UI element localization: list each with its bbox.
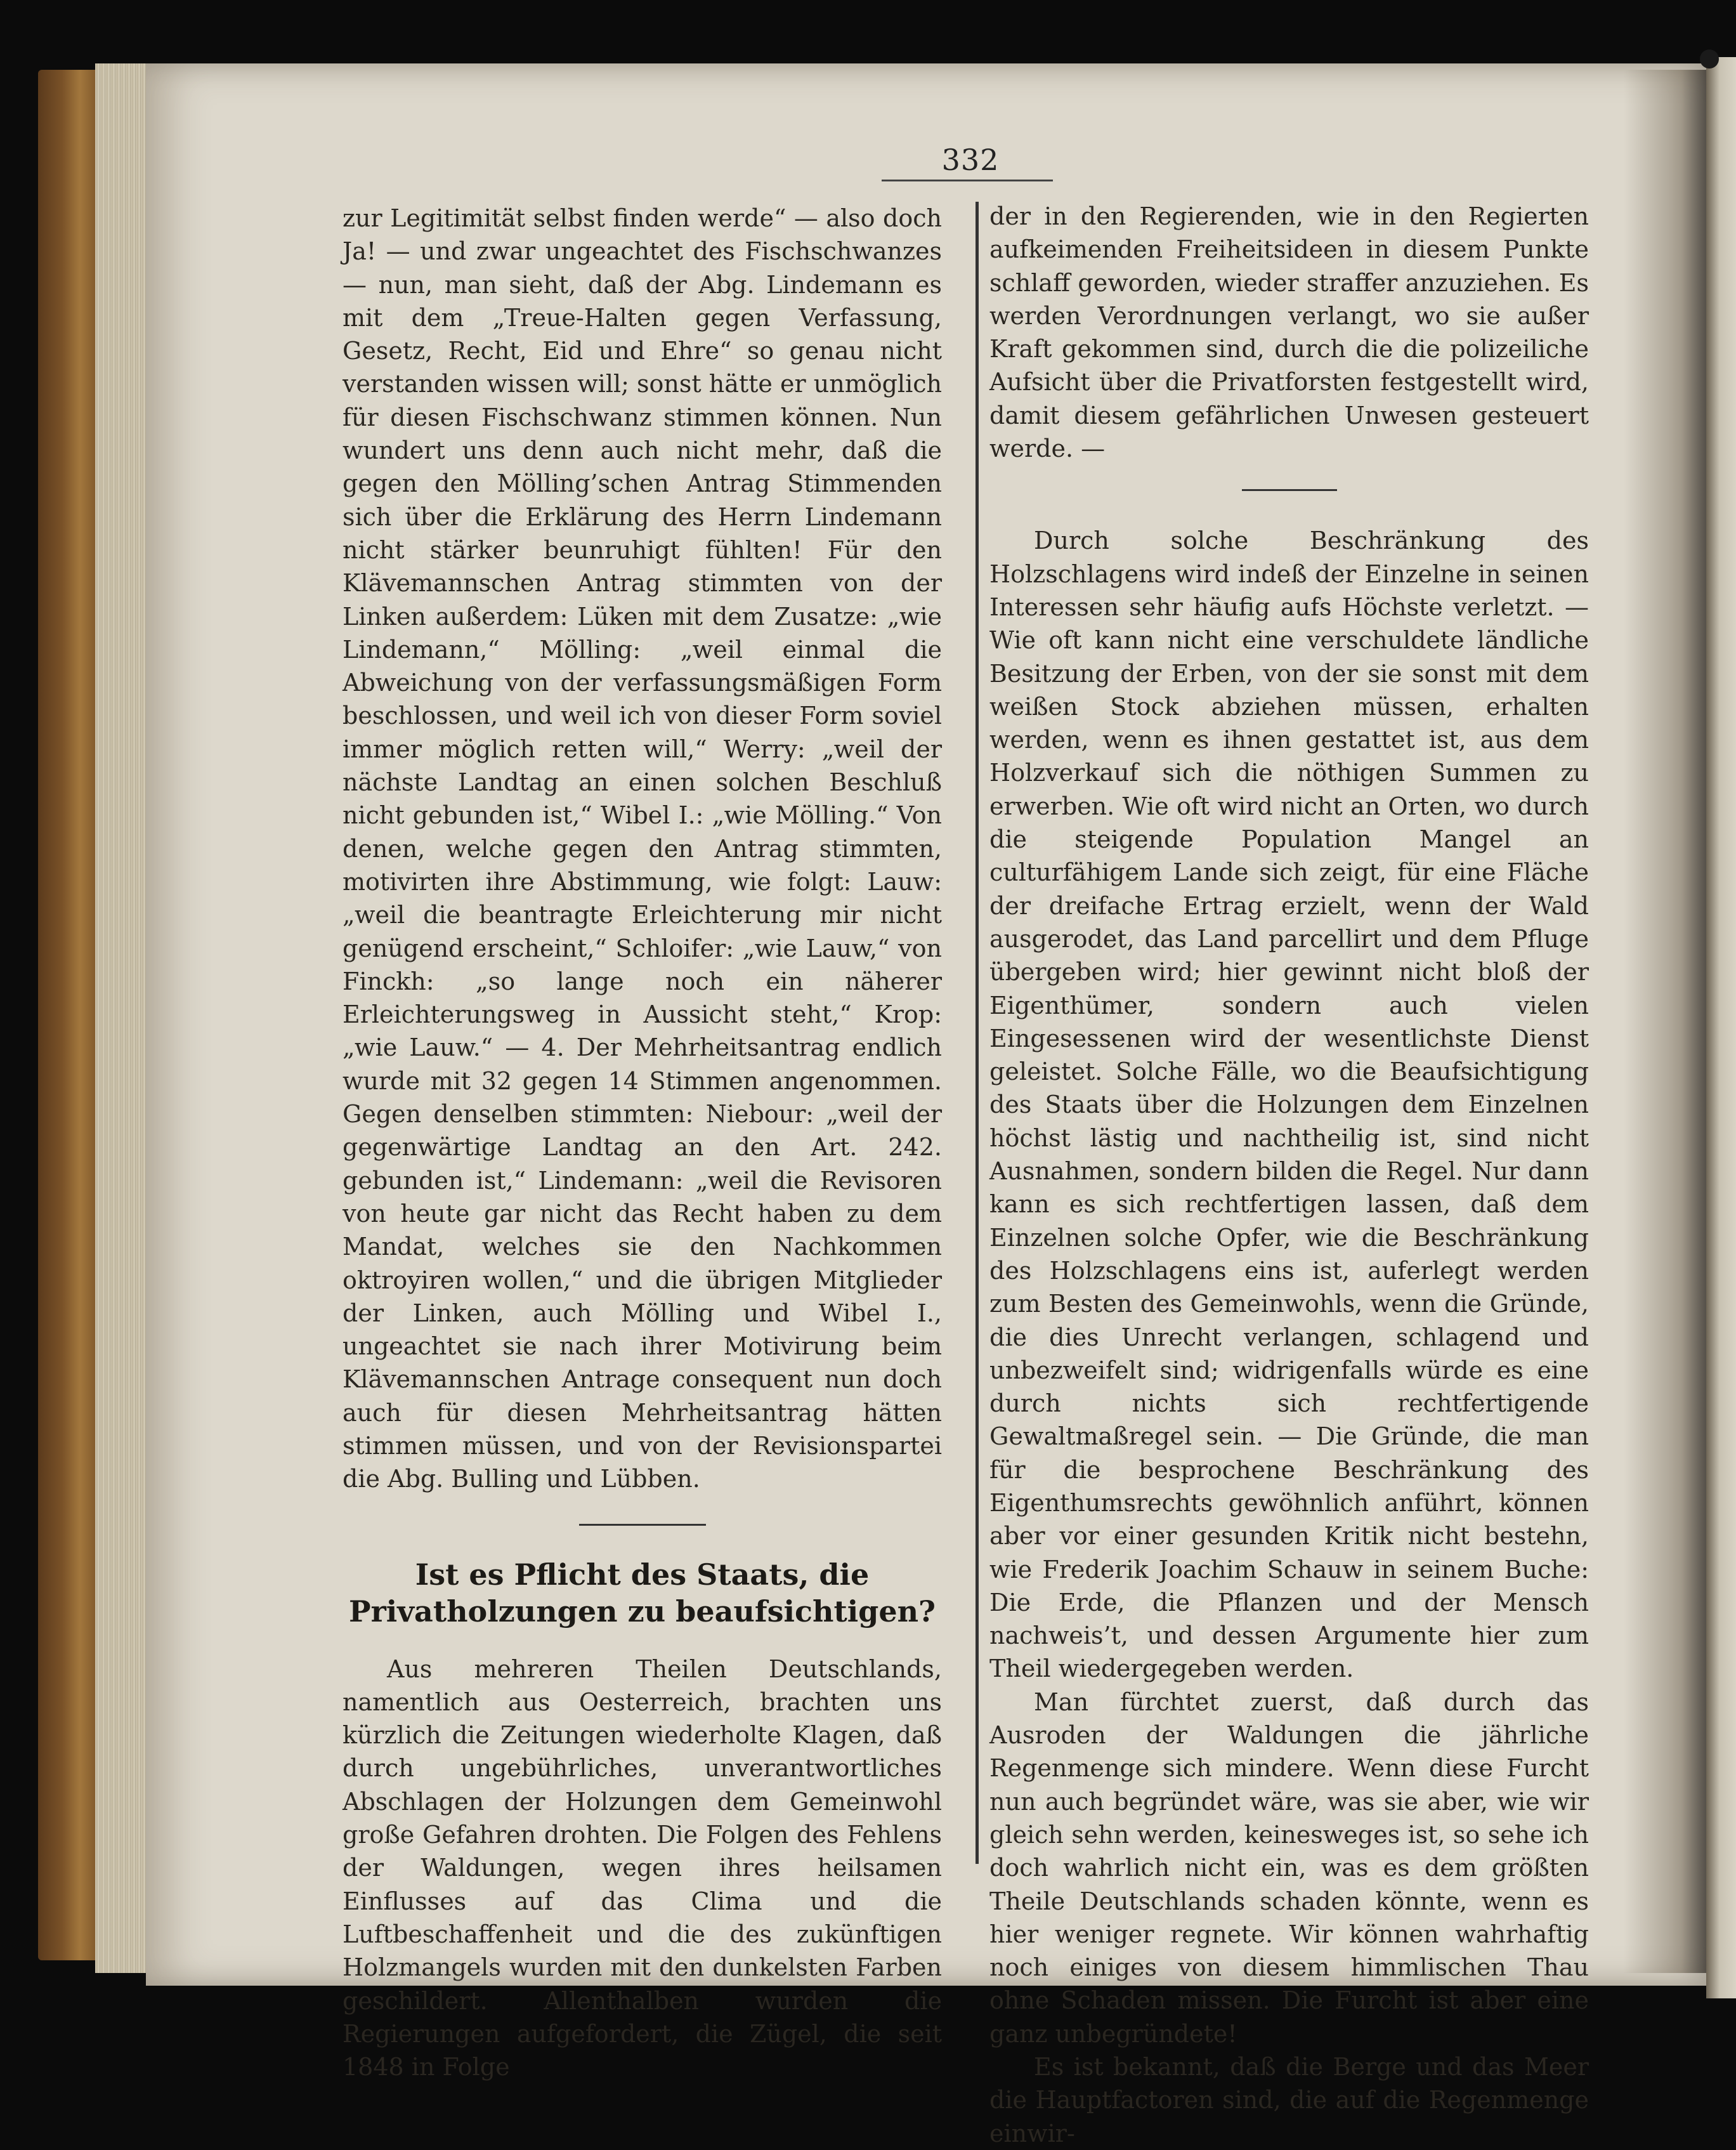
left-paragraph-2: Aus mehreren Theilen Deutschlands, namentlich aus Oesterreich, brachten uns kürzlich die Zeitungen wiederholte Klagen, daß durch ungebührliches, unverantwortliches Abschlagen der Holzungen dem Gemeinwohl große Gefahren drohten. Die Folgen des Fehlens der Waldungen, wegen ihres heilsamen Einflusses auf das Clima und die Luftbeschaffenheit und die des zukünftigen Holzmangels wurden mit den dunkelsten Farben geschildert. Allenthalben wurden die Regierungen aufgefordert, die Zügel, die seit 1848 in Folge [343, 1655, 942, 2081]
section-separator-right [1242, 489, 1337, 491]
header-rule [882, 180, 1053, 181]
left-column [343, 202, 942, 2083]
page-gutter-shadow [1624, 70, 1706, 1973]
section-separator [579, 1524, 706, 1526]
right-paragraph-4: Es ist bekannt, daß die Berge und das Meer die Hauptfactoren sind, die auf die Regenmenge einwir- [989, 2053, 1589, 2147]
article-heading: Ist es Pflicht des Staats, die Privatholzungen zu beaufsichtigen? [348, 1557, 936, 1629]
page-number: 332 [941, 143, 1000, 177]
column-divider [976, 202, 979, 1864]
right-paragraph-2: Durch solche Beschränkung des Holzschlagens wird indeß der Einzelne in seinen Interessen sehr häufig aufs Höchste verletzt. — Wie oft kann nicht eine verschuldete ländliche Besitzung der Erben, von der sie sonst mit dem weißen Stock abziehen müssen, erhalten werden, wenn es ihnen gestattet ist, aus dem Holzverkauf sich die nöthigen Summen zu erwerben. Wie oft wird nicht an Orten, wo durch die steigende Population Mangel an culturfähigem Lande sich zeigt, für eine Fläche der dreifache Ertrag erzielt, wenn der Wald ausgerodet, das Land parcellirt und dem Pfluge übergeben wird; hier gewinnt nicht bloß der Eigenthümer, sondern auch vielen Eingesessenen wird der wesentlichste Dienst geleistet. Solche Fälle, wo die Beaufsichtigung des Staats über die Holzungen dem Einzelnen höchst lästig und nachtheilig ist, sind nicht Ausnahmen, sondern bilden die Regel. Nur dann kann es sich rechtfertigen lassen, daß dem Einzelnen solche Opfer, wie die Beschränkung des Holzschlagens eins ist, auferlegt werden zum Besten des Gemeinwohls, wenn die Gründe, die dies Unrecht verlangen, schlagend und unbezweifelt sind; widrigenfalls würde es eine durch nichts sich rechtfertigende Gewaltmaßregel sein. — Die Gründe, die man für die besprochene Beschränkung des Eigenthumsrechts gewöhnlich anführt, können aber vor einer gesunden Kritik nicht bestehn, wie Frederik Joachim Schauw in seinem Buche: Die Erde, die Pflanzen und der Mensch nachweis’t, und dessen Argumente hier zum Theil wiedergegeben werden. [989, 527, 1589, 1683]
right-column [989, 200, 1589, 2150]
binding-hole-top [1700, 49, 1719, 69]
facing-page-edge [1706, 57, 1736, 1998]
right-paragraph-1: der in den Regierenden, wie in den Regierten aufkeimenden Freiheitsideen in diesem Punkte schlaff geworden, wieder straffer anzuziehen. Es werden Verordnungen verlangt, wo sie außer Kraft gekommen sind, durch die die polizeiliche Aufsicht über die Privatforsten festgestellt wird, damit diesem gefährlichen Unwesen gesteuert werde. — [989, 202, 1589, 463]
left-paragraph-1: zur Legitimität selbst finden werde“ — also doch Ja! — und zwar ungeachtet des Fischschwanzes — nun, man sieht, daß der Abg. Lindemann es mit dem „Treue-Halten gegen Verfassung, Gesetz, Recht, Eid und Ehre“ so genau nicht verstanden wissen will; sonst hätte er unmöglich für diesen Fischschwanz stimmen können. Nun wundert uns denn auch nicht mehr, daß die gegen den Mölling’schen Antrag Stimmenden sich über die Erklärung des Herrn Lindemann nicht stärker beunruhigt fühlten! Für den Klävemannschen Antrag stimmten von der Linken außerdem: Lüken mit dem Zusatze: „wie Lindemann,“ Mölling: „weil einmal die Abweichung von der verfassungsmäßigen Form beschlossen, und weil ich von dieser Form soviel immer möglich retten will,“ Werry: „weil der nächste Landtag an einen solchen Beschluß nicht gebunden ist,“ Wibel I.: „wie Mölling.“ Von denen, welche gegen den Antrag stimmten, motivirten ihre Abstimmung, wie folgt: Lauw: „weil die beantragte Erleichterung mir nicht genügend erscheint,“ Schloifer: „wie Lauw,“ von Finckh: „so lange noch ein näherer Erleichterungsweg in Aussicht steht,“ Krop: „wie Lauw.“ — 4. Der Mehrheitsantrag endlich wurde mit 32 gegen 14 Stimmen angenommen. Gegen denselben stimmten: Niebour: „weil der gegenwärtige Landtag an den Art. 242. gebunden ist,“ Lindemann: „weil die Revisoren von heute gar nicht das Recht haben zu dem Mandat, welches sie den Nachkommen oktroyiren wollen,“ und die übrigen Mitglieder der Linken, auch Mölling und Wibel I., ungeachtet sie nach ihrer Motivirung beim Klävemannschen Antrage consequent nun doch auch für diesen Mehrheitsantrag hätten stimmen müssen, und von der Revisionspartei die Abg. Bulling und Lübben. [343, 204, 942, 1493]
right-paragraph-3: Man fürchtet zuerst, daß durch das Ausroden der Waldungen die jährliche Regenmenge sich mindere. Wenn diese Furcht nun auch begründet wäre, was sie aber, wie wir gleich sehn werden, keinesweges ist, so sehe ich doch wahrlich nicht ein, was es dem größten Theile Deutschlands schaden könnte, wenn es hier weniger regnete. Wir können wahrhaftig noch einiges von diesem himmlischen Thau ohne Schaden missen. Die Furcht ist aber eine ganz unbegründete! [989, 1688, 1589, 2048]
